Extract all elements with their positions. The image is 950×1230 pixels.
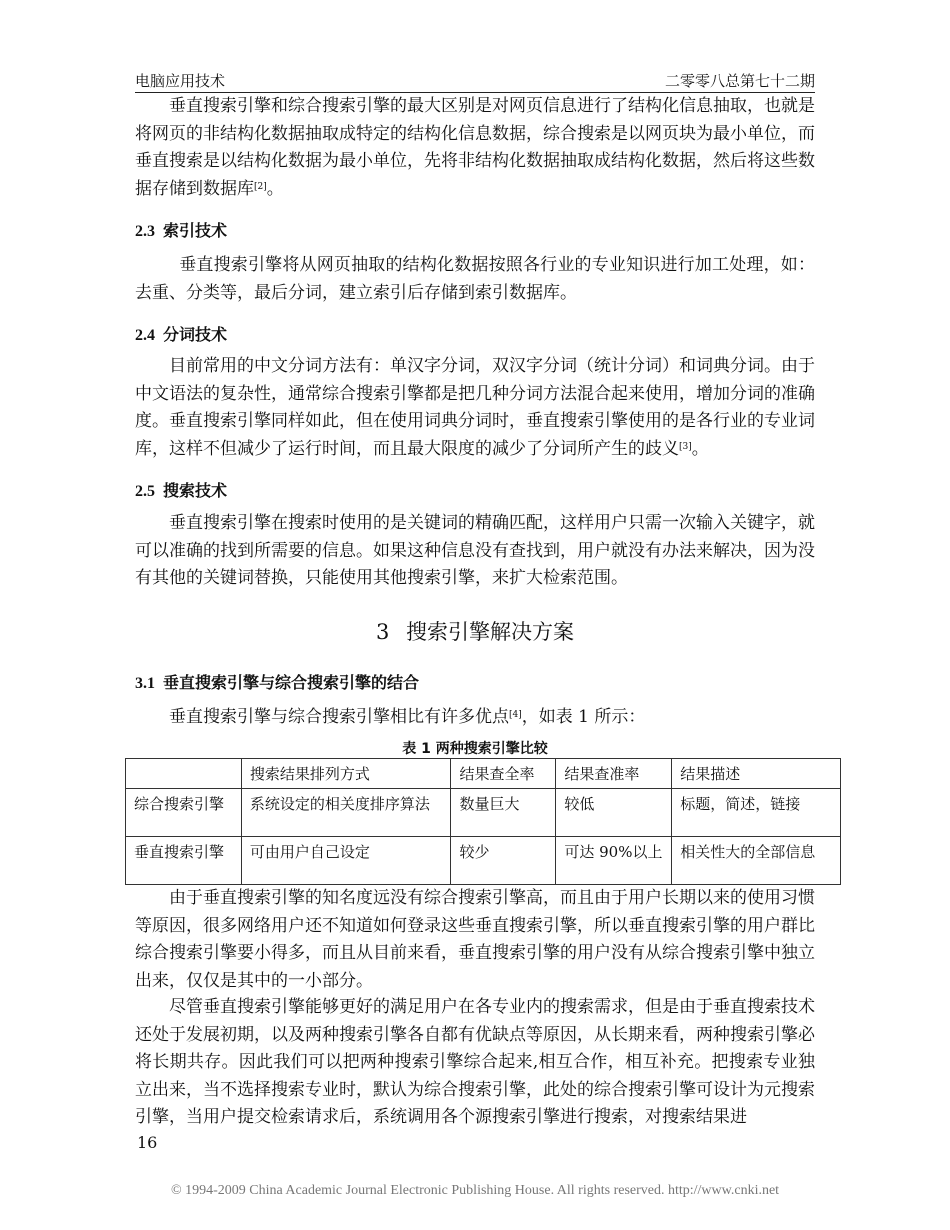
table-row bbox=[126, 837, 841, 885]
issue-label: 二零零八总第七十二期 bbox=[664, 72, 815, 90]
section-heading-3-1 bbox=[135, 670, 419, 693]
section-title: 索引技术 bbox=[163, 221, 228, 240]
paragraph-end: 。 bbox=[691, 438, 709, 459]
paragraph-end: 。 bbox=[266, 178, 284, 199]
paragraph-search: 垂直搜索引擎在搜索时使用的是关键词的精确匹配，这样用户只需一次输入关键字，就可以准确的找到所需要的信息。如果这种信息没有查找到，用户就没有办法来解决，因为没有其他的关键词替换，只能使用其他搜索引擎，来扩大检索范围。 bbox=[135, 513, 815, 588]
table-header-row bbox=[126, 759, 841, 789]
citation: [2] bbox=[254, 181, 267, 192]
paragraph-segmentation bbox=[135, 353, 815, 463]
paragraph-indexing: 垂直搜索引擎将从网页抽取的结构化数据按照各行业的专业知识进行加工处理，如：去重、分类等，最后分词，建立索引后存储到索引数据库。 bbox=[135, 255, 815, 303]
journal-name: 电脑应用技术 bbox=[135, 72, 226, 90]
chapter-number: 3 bbox=[375, 620, 390, 644]
table-row bbox=[126, 789, 841, 837]
table-header-cell: 结果描述 bbox=[672, 759, 841, 789]
section-number: 2.3 bbox=[135, 223, 155, 240]
page-number: 16 bbox=[137, 1133, 158, 1152]
running-header bbox=[135, 70, 815, 93]
citation: [4] bbox=[509, 710, 522, 720]
chapter-title: 搜索引擎解决方案 bbox=[406, 620, 575, 644]
paragraph-text: 垂直搜索引擎与综合搜索引擎相比有许多优点 bbox=[169, 707, 509, 727]
table-header-cell: 结果查准率 bbox=[556, 759, 672, 789]
table-cell: 可达 90%以上 bbox=[556, 837, 672, 885]
section-number: 2.5 bbox=[135, 483, 155, 500]
citation: [3] bbox=[679, 441, 692, 452]
table-cell: 较少 bbox=[451, 837, 556, 885]
table-cell: 相关性大的全部信息 bbox=[672, 837, 841, 885]
comparison-table bbox=[125, 758, 841, 885]
table-header-cell bbox=[126, 759, 242, 789]
paragraph-text: 目前常用的中文分词方法有：单汉字分词，双汉字分词（统计分词）和词典分词。由于中文语法的复杂性，通常综合搜索引擎都是把几种分词方法混合起来使用，增加分词的准确度。垂直搜索引擎同样如此，但在使用词典分词时，垂直搜索引擎使用的是各行业的专业词库，这样不但减少了运行时间，而且最大限度的减少了分词所产生的歧义 bbox=[135, 356, 815, 459]
paragraph-combined-solution: 尽管垂直搜索引擎能够更好的满足用户在各专业内的搜索需求，但是由于垂直搜索技术还处于发展初期，以及两种搜索引擎各自都有优缺点等原因，从长期来看，两种搜索引擎必将长期共存。因此我们可以把两种搜索引擎综合起来,相互合作，相互补充。把搜索专业独立出来，当不选择搜索专业时，默认为综合搜索引擎，此处的综合搜索引擎可设计为元搜索引擎，当用户提交检索请求后，系统调用各个源搜索引擎进行搜索，对搜索结果进 bbox=[135, 997, 815, 1127]
section-number: 3.1 bbox=[135, 675, 155, 692]
copyright-footer: © 1994-2009 China Academic Journal Electronic Publishing House. All rights reserved. http://www.cnki.net bbox=[170, 1183, 780, 1198]
table-cell: 垂直搜索引擎 bbox=[126, 837, 242, 885]
paragraph-text: 垂直搜索引擎和综合搜索引擎的最大区别是对网页信息进行了结构化信息抽取，也就是将网页的非结构化数据抽取成特定的结构化信息数据，综合搜索是以网页块为最小单位，而垂直搜索是以结构化数据为最小单位，先将非结构化数据抽取成结构化数据，然后将这些数据存储到数据库 bbox=[135, 96, 815, 199]
table-caption: 表 1 两种搜索引擎比较 bbox=[402, 741, 548, 757]
section-heading-2-3 bbox=[135, 218, 227, 241]
table-header-cell: 结果查全率 bbox=[451, 759, 556, 789]
section-heading-2-5 bbox=[135, 478, 227, 501]
table-cell: 数量巨大 bbox=[451, 789, 556, 837]
table-cell: 系统设定的相关度排序算法 bbox=[241, 789, 451, 837]
section-title: 搜索技术 bbox=[163, 481, 228, 500]
paragraph-end: ，如表 1 所示： bbox=[521, 707, 646, 727]
table-cell: 较低 bbox=[556, 789, 672, 837]
section-title: 垂直搜索引擎与综合搜索引擎的结合 bbox=[163, 673, 420, 692]
section-heading-2-4 bbox=[135, 322, 227, 345]
paragraph-table-intro bbox=[135, 704, 815, 732]
chapter-heading bbox=[0, 616, 950, 646]
paragraph-user-base: 由于垂直搜索引擎的知名度远没有综合搜索引擎高，而且由于用户长期以来的使用习惯等原因，很多网络用户还不知道如何登录这些垂直搜索引擎，所以垂直搜索引擎的用户群比综合搜索引擎要小得多，而且从目前来看，垂直搜索引擎的用户没有从综合搜索引擎中独立出来，仅仅是其中的一小部分。 bbox=[135, 888, 815, 991]
table-header-cell: 搜索结果排列方式 bbox=[241, 759, 451, 789]
table-cell: 可由用户自己设定 bbox=[241, 837, 451, 885]
table-cell: 标题，简述，链接 bbox=[672, 789, 841, 837]
section-number: 2.4 bbox=[135, 327, 155, 344]
table-cell: 综合搜索引擎 bbox=[126, 789, 242, 837]
paragraph-intro bbox=[135, 93, 815, 203]
section-title: 分词技术 bbox=[163, 325, 228, 344]
